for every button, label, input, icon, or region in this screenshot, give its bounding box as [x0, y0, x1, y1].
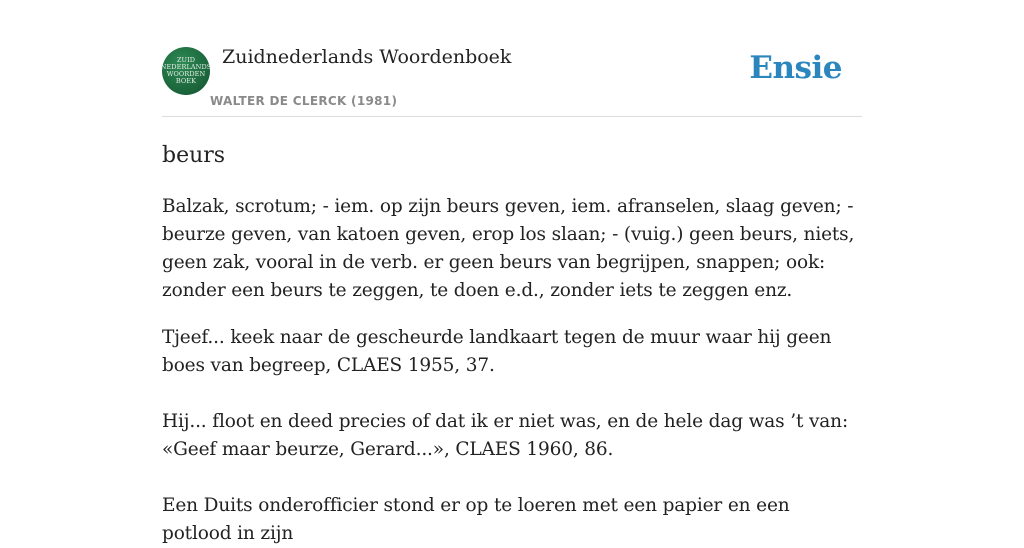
- quote-paragraph: Een Duits onderofficier stond er op te loeren met een papier en een potlood in zijn: [162, 495, 790, 544]
- dictionary-cover-logo[interactable]: [162, 47, 210, 95]
- cover-line: WOORDEN: [166, 70, 206, 78]
- dictionary-title-link[interactable]: Zuidnederlands Woordenboek: [222, 46, 512, 68]
- ensie-logo[interactable]: Ensie: [749, 50, 842, 86]
- quote-paragraph: Hij... floot en deed precies of dat ik er niet was, en de hele dag was ’t van: «Geef maar beurze, Gerard...», CLAES 1960, 86.: [162, 411, 849, 460]
- cover-line: BOEK: [175, 77, 197, 85]
- entry-body: [162, 193, 862, 548]
- entry-header: [162, 0, 862, 117]
- definition-text: Balzak, scrotum; - iem. op zijn beurs geven, iem. afranselen, slaag geven; - beurze geven, van katoen geven, erop los slaan; - (vuig.) geen beurs, niets, geen zak, vooral in de verb. er geen beurs van begrijpen, snappen; ook: zonder een beurs te zeggen, te doen e.d., zonder iets te zeggen enz.: [162, 196, 855, 301]
- cover-line: NEDERLANDS: [160, 63, 212, 71]
- dictionary-author: WALTER DE CLERCK (1981): [210, 94, 398, 108]
- dictionary-page: [162, 0, 862, 548]
- quote-paragraph: Tjeef... keek naar de gescheurde landkaart tegen de muur waar hij geen boes van begreep, CLAES 1955, 37.: [162, 327, 832, 376]
- headword: beurs: [162, 143, 226, 168]
- cover-line: ZUID: [176, 56, 196, 64]
